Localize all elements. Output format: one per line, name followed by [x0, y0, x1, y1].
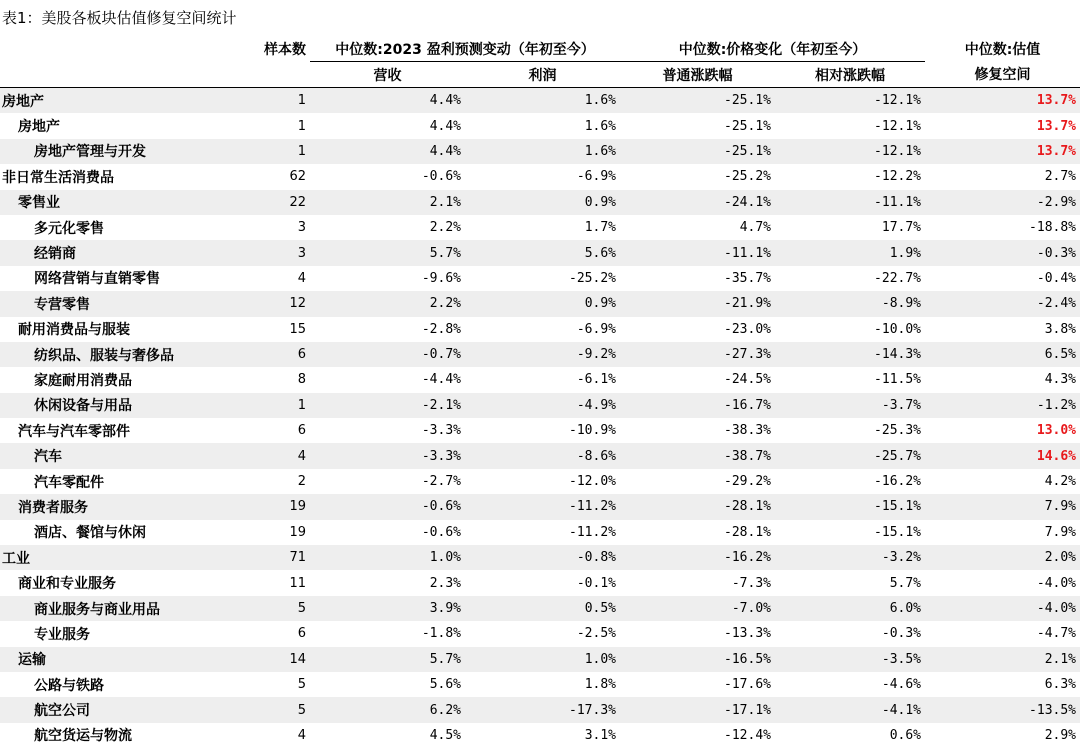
sector-name-cell: 酒店、餐馆与休闲	[0, 520, 225, 545]
valuation-repair-cell: -1.2%	[925, 393, 1080, 418]
table-row	[0, 418, 1080, 443]
price-change-cell: -17.1%	[620, 697, 775, 722]
price-change-cell: -28.1%	[620, 494, 775, 519]
relative-change-cell: 5.7%	[775, 570, 925, 595]
relative-change-cell: -3.2%	[775, 545, 925, 570]
sector-name-cell: 专营零售	[0, 291, 225, 316]
sector-name-cell: 休闲设备与用品	[0, 393, 225, 418]
profit-change-cell: 3.1%	[465, 723, 620, 748]
sector-name-cell: 专业服务	[0, 621, 225, 646]
relative-change-cell: -15.1%	[775, 494, 925, 519]
sector-name-cell: 商业和专业服务	[0, 570, 225, 595]
valuation-repair-cell: 13.7%	[925, 113, 1080, 138]
valuation-repair-cell: 7.9%	[925, 520, 1080, 545]
revenue-change-cell: -0.6%	[310, 520, 465, 545]
relative-change-cell: -14.3%	[775, 342, 925, 367]
revenue-change-cell: 2.3%	[310, 570, 465, 595]
table-row	[0, 672, 1080, 697]
profit-change-cell: -0.1%	[465, 570, 620, 595]
revenue-change-cell: -3.3%	[310, 418, 465, 443]
relative-change-cell: -25.7%	[775, 443, 925, 468]
revenue-change-cell: 2.2%	[310, 215, 465, 240]
valuation-repair-cell: 2.0%	[925, 545, 1080, 570]
header-normal-change: 普通涨跌幅	[620, 62, 775, 88]
sector-name-cell: 航空货运与物流	[0, 723, 225, 748]
sample-count-cell: 4	[225, 443, 310, 468]
valuation-repair-cell: 4.2%	[925, 469, 1080, 494]
price-change-cell: -29.2%	[620, 469, 775, 494]
revenue-change-cell: 3.9%	[310, 596, 465, 621]
sector-name-cell: 房地产	[0, 88, 225, 114]
profit-change-cell: -6.9%	[465, 317, 620, 342]
relative-change-cell: -12.1%	[775, 113, 925, 138]
profit-change-cell: -8.6%	[465, 443, 620, 468]
sample-count-cell: 62	[225, 164, 310, 189]
table-body	[0, 88, 1080, 749]
profit-change-cell: -17.3%	[465, 697, 620, 722]
sector-name-cell: 耐用消费品与服装	[0, 317, 225, 342]
table-header	[0, 36, 1080, 88]
revenue-change-cell: -0.7%	[310, 342, 465, 367]
profit-change-cell: 1.6%	[465, 139, 620, 164]
relative-change-cell: -16.2%	[775, 469, 925, 494]
price-change-cell: -24.5%	[620, 367, 775, 392]
sample-count-cell: 15	[225, 317, 310, 342]
valuation-repair-cell: 2.9%	[925, 723, 1080, 748]
relative-change-cell: 6.0%	[775, 596, 925, 621]
header-blank	[0, 36, 225, 62]
table-row	[0, 393, 1080, 418]
sample-count-cell: 1	[225, 113, 310, 138]
valuation-repair-cell: 13.0%	[925, 418, 1080, 443]
table-row	[0, 291, 1080, 316]
revenue-change-cell: 4.5%	[310, 723, 465, 748]
sample-count-cell: 19	[225, 494, 310, 519]
valuation-repair-cell: 2.1%	[925, 647, 1080, 672]
price-change-cell: -16.7%	[620, 393, 775, 418]
profit-change-cell: -25.2%	[465, 266, 620, 291]
relative-change-cell: -22.7%	[775, 266, 925, 291]
profit-change-cell: 0.9%	[465, 190, 620, 215]
valuation-repair-cell: 3.8%	[925, 317, 1080, 342]
valuation-repair-cell: 7.9%	[925, 494, 1080, 519]
valuation-repair-cell: -0.3%	[925, 240, 1080, 265]
profit-change-cell: -10.9%	[465, 418, 620, 443]
revenue-change-cell: -0.6%	[310, 494, 465, 519]
sample-count-cell: 6	[225, 342, 310, 367]
table-row	[0, 723, 1080, 748]
profit-change-cell: -9.2%	[465, 342, 620, 367]
sample-count-cell: 1	[225, 393, 310, 418]
table-row	[0, 317, 1080, 342]
table-row	[0, 113, 1080, 138]
price-change-cell: -25.1%	[620, 88, 775, 114]
price-change-cell: -7.0%	[620, 596, 775, 621]
valuation-repair-cell: -13.5%	[925, 697, 1080, 722]
price-change-cell: -27.3%	[620, 342, 775, 367]
revenue-change-cell: -2.8%	[310, 317, 465, 342]
header-valuation-line2: 修复空间	[925, 62, 1080, 88]
price-change-cell: -28.1%	[620, 520, 775, 545]
valuation-repair-cell: 14.6%	[925, 443, 1080, 468]
profit-change-cell: -4.9%	[465, 393, 620, 418]
valuation-repair-cell: 2.7%	[925, 164, 1080, 189]
header-earnings-group: 中位数:2023 盈利预测变动（年初至今）	[310, 36, 620, 62]
price-change-cell: -35.7%	[620, 266, 775, 291]
sector-name-cell: 汽车零配件	[0, 469, 225, 494]
sector-name-cell: 航空公司	[0, 697, 225, 722]
sector-name-cell: 纺织品、服装与奢侈品	[0, 342, 225, 367]
valuation-repair-cell: 6.5%	[925, 342, 1080, 367]
sample-count-cell: 6	[225, 621, 310, 646]
valuation-repair-cell: 6.3%	[925, 672, 1080, 697]
price-change-cell: -17.6%	[620, 672, 775, 697]
profit-change-cell: -12.0%	[465, 469, 620, 494]
sample-count-cell: 4	[225, 723, 310, 748]
sector-name-cell: 汽车	[0, 443, 225, 468]
price-change-cell: -24.1%	[620, 190, 775, 215]
table-row	[0, 596, 1080, 621]
revenue-change-cell: -4.4%	[310, 367, 465, 392]
sector-name-cell: 运输	[0, 647, 225, 672]
table-row	[0, 190, 1080, 215]
relative-change-cell: -12.1%	[775, 139, 925, 164]
relative-change-cell: -4.6%	[775, 672, 925, 697]
relative-change-cell: -12.1%	[775, 88, 925, 114]
price-change-cell: -12.4%	[620, 723, 775, 748]
table-row	[0, 240, 1080, 265]
sector-name-cell: 房地产管理与开发	[0, 139, 225, 164]
profit-change-cell: 1.8%	[465, 672, 620, 697]
valuation-repair-cell: -18.8%	[925, 215, 1080, 240]
revenue-change-cell: -2.1%	[310, 393, 465, 418]
relative-change-cell: -3.5%	[775, 647, 925, 672]
header-blank-2	[0, 62, 225, 88]
table-title: 表1：美股各板块估值修复空间统计	[2, 9, 237, 27]
profit-change-cell: -11.2%	[465, 494, 620, 519]
revenue-change-cell: 5.7%	[310, 240, 465, 265]
valuation-repair-cell: -4.7%	[925, 621, 1080, 646]
sector-name-cell: 零售业	[0, 190, 225, 215]
header-relative-change: 相对涨跌幅	[775, 62, 925, 88]
sector-name-cell: 汽车与汽车零部件	[0, 418, 225, 443]
sector-name-cell: 工业	[0, 545, 225, 570]
relative-change-cell: 17.7%	[775, 215, 925, 240]
sample-count-cell: 5	[225, 697, 310, 722]
price-change-cell: -25.2%	[620, 164, 775, 189]
valuation-repair-cell: -0.4%	[925, 266, 1080, 291]
sector-name-cell: 经销商	[0, 240, 225, 265]
table-row	[0, 469, 1080, 494]
sample-count-cell: 2	[225, 469, 310, 494]
sample-count-cell: 1	[225, 139, 310, 164]
table-row	[0, 164, 1080, 189]
price-change-cell: -23.0%	[620, 317, 775, 342]
sample-count-cell: 11	[225, 570, 310, 595]
sample-count-cell: 3	[225, 240, 310, 265]
price-change-cell: -25.1%	[620, 113, 775, 138]
header-price-group: 中位数:价格变化（年初至今）	[620, 36, 925, 62]
profit-change-cell: 0.9%	[465, 291, 620, 316]
sample-count-cell: 71	[225, 545, 310, 570]
price-change-cell: -16.5%	[620, 647, 775, 672]
profit-change-cell: 5.6%	[465, 240, 620, 265]
sector-name-cell: 非日常生活消费品	[0, 164, 225, 189]
sample-count-cell: 14	[225, 647, 310, 672]
sample-count-cell: 19	[225, 520, 310, 545]
relative-change-cell: -25.3%	[775, 418, 925, 443]
table-row	[0, 367, 1080, 392]
sample-count-cell: 22	[225, 190, 310, 215]
valuation-repair-cell: -2.9%	[925, 190, 1080, 215]
sample-count-cell: 4	[225, 266, 310, 291]
profit-change-cell: -0.8%	[465, 545, 620, 570]
sample-count-cell: 5	[225, 596, 310, 621]
sector-name-cell: 公路与铁路	[0, 672, 225, 697]
table-row	[0, 520, 1080, 545]
revenue-change-cell: -3.3%	[310, 443, 465, 468]
revenue-change-cell: 2.2%	[310, 291, 465, 316]
sample-count-cell: 6	[225, 418, 310, 443]
relative-change-cell: -0.3%	[775, 621, 925, 646]
relative-change-cell: -3.7%	[775, 393, 925, 418]
table-row	[0, 570, 1080, 595]
relative-change-cell: -8.9%	[775, 291, 925, 316]
profit-change-cell: -11.2%	[465, 520, 620, 545]
sample-count-cell: 8	[225, 367, 310, 392]
sector-name-cell: 家庭耐用消费品	[0, 367, 225, 392]
valuation-table	[0, 36, 1080, 748]
sector-name-cell: 多元化零售	[0, 215, 225, 240]
profit-change-cell: -2.5%	[465, 621, 620, 646]
table-row	[0, 215, 1080, 240]
relative-change-cell: -12.2%	[775, 164, 925, 189]
revenue-change-cell: 5.7%	[310, 647, 465, 672]
price-change-cell: -38.3%	[620, 418, 775, 443]
valuation-repair-cell: -2.4%	[925, 291, 1080, 316]
relative-change-cell: 1.9%	[775, 240, 925, 265]
table-row	[0, 494, 1080, 519]
valuation-repair-cell: 4.3%	[925, 367, 1080, 392]
price-change-cell: -25.1%	[620, 139, 775, 164]
profit-change-cell: 1.7%	[465, 215, 620, 240]
revenue-change-cell: -1.8%	[310, 621, 465, 646]
sample-count-cell: 12	[225, 291, 310, 316]
valuation-repair-cell: 13.7%	[925, 88, 1080, 114]
profit-change-cell: 1.0%	[465, 647, 620, 672]
table-row	[0, 342, 1080, 367]
profit-change-cell: 1.6%	[465, 88, 620, 114]
revenue-change-cell: -9.6%	[310, 266, 465, 291]
revenue-change-cell: 5.6%	[310, 672, 465, 697]
table-row	[0, 266, 1080, 291]
header-blank-3	[225, 62, 310, 88]
valuation-repair-cell: -4.0%	[925, 596, 1080, 621]
sample-count-cell: 5	[225, 672, 310, 697]
sample-count-cell: 1	[225, 88, 310, 114]
table-row	[0, 621, 1080, 646]
relative-change-cell: -15.1%	[775, 520, 925, 545]
sector-name-cell: 商业服务与商业用品	[0, 596, 225, 621]
price-change-cell: 4.7%	[620, 215, 775, 240]
sector-name-cell: 网络营销与直销零售	[0, 266, 225, 291]
table-row	[0, 139, 1080, 164]
revenue-change-cell: 1.0%	[310, 545, 465, 570]
profit-change-cell: 1.6%	[465, 113, 620, 138]
revenue-change-cell: -0.6%	[310, 164, 465, 189]
relative-change-cell: -4.1%	[775, 697, 925, 722]
relative-change-cell: -11.5%	[775, 367, 925, 392]
relative-change-cell: -10.0%	[775, 317, 925, 342]
table-row	[0, 647, 1080, 672]
valuation-repair-cell: 13.7%	[925, 139, 1080, 164]
relative-change-cell: 0.6%	[775, 723, 925, 748]
price-change-cell: -21.9%	[620, 291, 775, 316]
revenue-change-cell: 2.1%	[310, 190, 465, 215]
profit-change-cell: 0.5%	[465, 596, 620, 621]
revenue-change-cell: 6.2%	[310, 697, 465, 722]
header-profit: 利润	[465, 62, 620, 88]
sector-name-cell: 房地产	[0, 113, 225, 138]
header-revenue: 营收	[310, 62, 465, 88]
header-sample-count: 样本数	[264, 41, 306, 58]
revenue-change-cell: -2.7%	[310, 469, 465, 494]
table-row	[0, 545, 1080, 570]
table-row	[0, 443, 1080, 468]
valuation-repair-cell: -4.0%	[925, 570, 1080, 595]
price-change-cell: -11.1%	[620, 240, 775, 265]
revenue-change-cell: 4.4%	[310, 88, 465, 114]
price-change-cell: -13.3%	[620, 621, 775, 646]
revenue-change-cell: 4.4%	[310, 113, 465, 138]
table-row	[0, 88, 1080, 114]
price-change-cell: -7.3%	[620, 570, 775, 595]
price-change-cell: -38.7%	[620, 443, 775, 468]
header-valuation-line1: 中位数:估值	[964, 41, 1041, 58]
price-change-cell: -16.2%	[620, 545, 775, 570]
revenue-change-cell: 4.4%	[310, 139, 465, 164]
profit-change-cell: -6.1%	[465, 367, 620, 392]
sector-name-cell: 消费者服务	[0, 494, 225, 519]
relative-change-cell: -11.1%	[775, 190, 925, 215]
table-row	[0, 697, 1080, 722]
sample-count-cell: 3	[225, 215, 310, 240]
profit-change-cell: -6.9%	[465, 164, 620, 189]
